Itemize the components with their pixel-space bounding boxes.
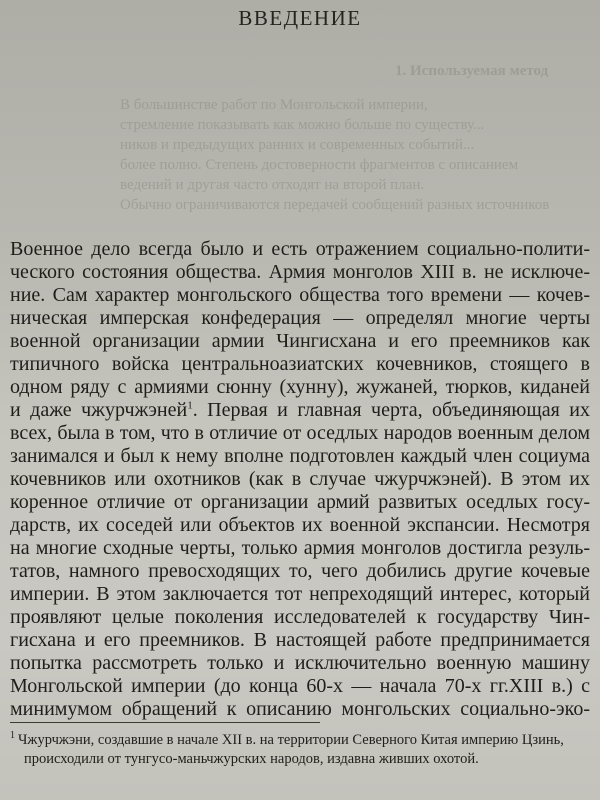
ghost-line: более полно. Степень достоверности фрагментов с описанием	[120, 157, 519, 173]
text-line: татов, намного превосходящих то, чего добились другие кочевые	[10, 560, 590, 582]
text-line: проявляют целые поколения исследователей к государству Чин-	[10, 606, 590, 628]
text-line: кочевников или охотников (как в случае чжурчжэней). В этом их	[10, 468, 590, 490]
footnote-mark: 1	[10, 730, 15, 742]
text-line: минимумом обращений к описанию монгольских социально-эко-	[10, 698, 590, 720]
ghost-line: ведений и другая часто отходят на второй план.	[120, 177, 425, 193]
text-line-head: и даже чжурчжэней	[10, 399, 188, 421]
footnote-text-1: Чжурчжэни, создавшие в начале XII в. на территории Северного Китая империю Цзинь,	[18, 732, 564, 748]
ghost-line: В большинстве работ по Монгольской империи,	[120, 97, 428, 113]
text-line: гисхана и его преемников. В настоящей работе предпринимается	[10, 629, 590, 651]
main-paragraph	[10, 238, 590, 721]
footnote	[10, 731, 590, 769]
chapter-title: ВВЕДЕНИЕ	[238, 6, 362, 30]
text-line: занимался и был к нему вполне подготовлен каждый член социума	[10, 445, 590, 467]
text-line: Монгольской империи (до конца 60-х — начала 70-х гг.XIII в.) с	[10, 675, 590, 697]
footnote-line: происходили от тунгусо-маньчжурских народов, издавна живших охотой.	[24, 751, 479, 767]
text-line: попытка рассмотреть только и исключительно военную машину	[10, 652, 590, 674]
text-line: ние. Сам характер монгольского общества того времени — кочев-	[10, 284, 590, 306]
text-line: коренное отличие от организации армий развитых оседлых госу-	[10, 491, 590, 513]
ghost-line: Обычно ограничиваются передачей сообщений разных источников	[120, 197, 550, 213]
text-line: ческого состояния общества. Армия монголов XIII в. не исключе-	[10, 261, 590, 283]
text-line-with-footnote	[10, 399, 590, 422]
ghost-line: ников и предыдущих ранних и современных событий...	[120, 137, 475, 153]
footnote-line	[10, 731, 590, 750]
text-line: одном ряду с армиями сюнну (хунну), жужаней, тюрков, киданей	[10, 376, 590, 398]
footnote-reference[interactable]: 1	[187, 399, 193, 412]
text-line: Военное дело всегда было и есть отражением социально-полити-	[10, 238, 590, 260]
ghost-line: стремление показывать как можно больше по существу...	[120, 117, 485, 133]
text-line-tail: . Первая и главная черта, объединяющая их	[192, 399, 590, 421]
ghost-heading: 1. Используемая метод	[395, 63, 549, 79]
text-line: всех, была в том, что в отличие от оседлых народов военным делом	[10, 422, 590, 444]
text-line: на многие сходные черты, только армия монголов достигла резуль-	[10, 537, 590, 559]
text-line: военной организации армии Чингисхана и его преемников как	[10, 330, 590, 352]
text-line: империи. В этом заключается тот непреходящий интерес, который	[10, 583, 590, 605]
bleed-through-text	[0, 0, 600, 240]
text-line: типичного войска центральноазиатских кочевников, стоящего в	[10, 353, 590, 375]
text-line: ническая имперская конфедерация — определял многие черты	[10, 307, 590, 329]
footnote-divider	[10, 722, 320, 723]
text-line: дарств, их соседей или объектов их военной экспансии. Несмотря	[10, 514, 590, 536]
